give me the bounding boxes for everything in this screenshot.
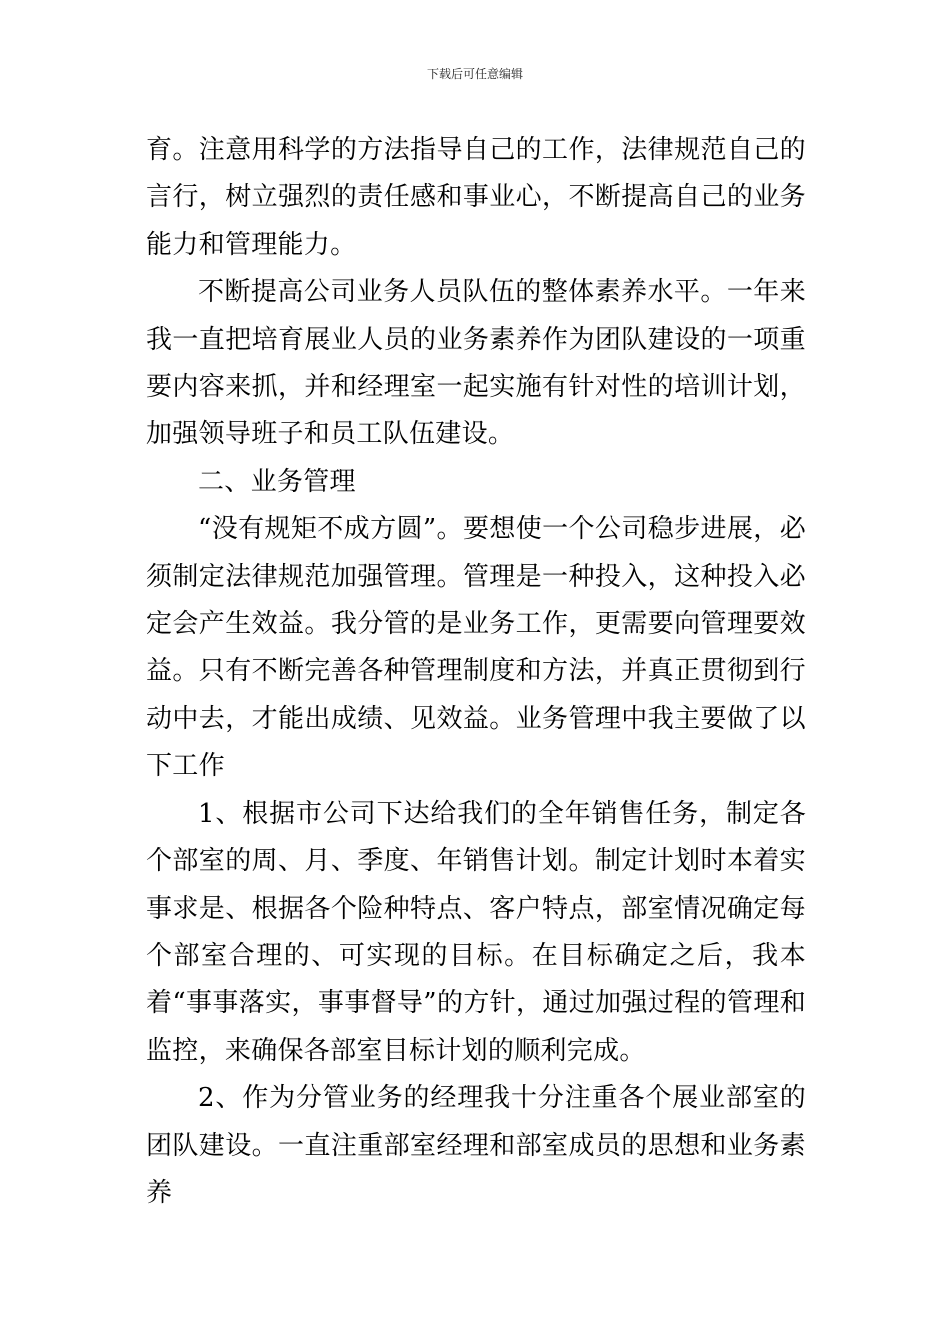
paragraph-2: 不断提高公司业务人员队伍的整体素养水平。一年来我一直把培育展业人员的业务素养作为团队建设的一项重要内容来抓，并和经理室一起实施有针对性的培训计划，加强领导班子和员工队伍建设。: [146, 277, 806, 450]
paragraph-4: 1、根据市公司下达给我们的全年销售任务，制定各个部室的周、月、季度、年销售计划。制定计划时本着实事求是、根据各个险种特点、客户特点，部室情况确定每个部室合理的、可实现的目标。在目标确定之后，我本着“事事落实，事事督导”的方针，通过加强过程的管理和监控，来确保各部室目标计划的顺利完成。: [146, 798, 806, 1066]
paragraph-1: 育。注意用科学的方法指导自己的工作，法律规范自己的言行，树立强烈的责任感和事业心，不断提高自己的业务能力和管理能力。: [146, 135, 806, 260]
page-header: 下载后可任意编辑: [426, 67, 523, 81]
paragraph-5: 2、作为分管业务的经理我十分注重各个展业部室的团队建设。一直注重部室经理和部室成员的思想和业务素养: [146, 1083, 806, 1208]
paragraph-3: “没有规矩不成方圆”。要想使一个公司稳步进展，必须制定法律规范加强管理。管理是一种投入，这种投入必定会产生效益。我分管的是业务工作，更需要向管理要效益。只有不断完善各种管理制度和方法，并真正贯彻到行动中去，才能出成绩、见效益。业务管理中我主要做了以下工作: [146, 514, 806, 782]
document-body: [146, 127, 806, 1217]
section-heading: 二、业务管理: [198, 466, 356, 497]
